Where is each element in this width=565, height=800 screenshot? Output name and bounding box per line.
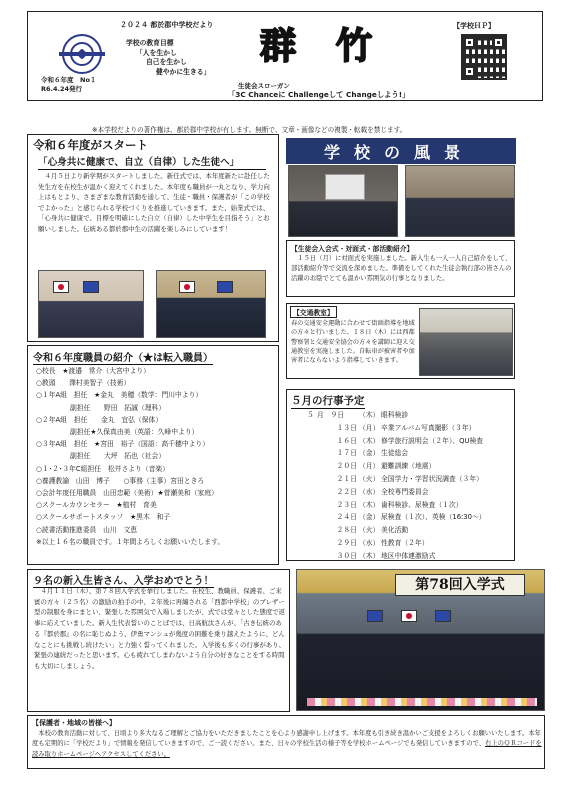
staff-list — [36, 365, 276, 548]
ceremony-banner: 第78回入学式 — [395, 574, 525, 596]
list-item: １６日 （木） 修学旅行説明会（２年）、QU検査 — [336, 436, 484, 445]
list-item: ○スクールサポートスタッフ ★黒木 和子 — [36, 513, 171, 522]
list-item: ２９日 （水） 性教育（２年） — [336, 538, 429, 547]
qr-code-icon[interactable] — [461, 34, 507, 80]
new-year-section — [27, 134, 279, 342]
school-scene-header — [286, 138, 516, 164]
schedule-list — [307, 409, 486, 563]
school-emblem-icon — [62, 34, 102, 74]
copyright-notice: ※本学校だよりの著作権は、都於郡中学校が有します。無断で、文章・画像などの複製・転載を禁じます。 — [92, 126, 407, 134]
section-heading: 【交通教室】 — [290, 306, 337, 318]
newsletter-title: 群竹 — [260, 25, 413, 67]
student-council-section — [286, 240, 515, 297]
notice-to-guardians — [27, 715, 545, 769]
list-item: ○会計年度任用職員 山田忠範（美術）★菅瀬美和（家庭） — [36, 489, 218, 498]
section-body: 本校の教育活動に対して、日頃より多大なるご理解とご協力をいただきましたことを心より感謝申し上げます。本年度も引き続き温かいご支援をよろしくお願いいたします。本年度も定期的に「学校だより」で情報を発信していきますので、ご一読ください。また、日々の学校生活の様子等を学校ホームページでも発信していきますので、右上のＱＲコードを読み取りホームページへアクセスしてください。 — [32, 730, 542, 758]
section-heading: ５月の行事予定 — [291, 395, 365, 407]
list-item: ○養護教諭 山田 博子 ○事務（主事）宮田ときろ — [36, 476, 205, 485]
list-item: 副担任 大坪 拓也（社会） — [36, 452, 166, 461]
list-item: １７日 （金） 生徒総会 — [336, 449, 409, 458]
section-heading: ９名の新入生皆さん、入学おめでとう！ — [33, 572, 214, 588]
section-heading: 令和６年度がスタート — [33, 138, 148, 152]
section-body: １５日（月）に対面式を実施しました。新入生も一人一人自己紹介をして、部活動紹介等で交流を深めました。準備をしてくれた生徒会執行部の皆さんの活躍のお陰でとても温かい雰囲気の行事となりました。 — [291, 255, 512, 282]
section-subheading: 「心身共に健康で、自立（自律）した生徒へ」 — [38, 154, 266, 170]
may-schedule-section — [286, 389, 515, 561]
list-item: ※以上１６名の職員です。１年間よろしくお願いいたします。 — [36, 537, 225, 546]
education-goal — [126, 39, 210, 77]
homepage-label: 【学校ＨＰ】 — [453, 22, 495, 30]
list-item: ○１･２･３年C組担任 松井さより（音楽） — [36, 464, 170, 473]
list-item: ○教頭 澤村美智子（技術） — [36, 379, 131, 388]
list-item: ○１年A組 担任 ★金丸 美穂（数学：門川中より） — [36, 391, 203, 400]
goal-line: 健やかに生きる」 — [156, 67, 211, 76]
homepage-link[interactable]: 右上のＱＲコードを読み取りホームページへアクセスしてください。 — [32, 740, 542, 758]
list-item: ２２日 （水） 全校専門委員会 — [336, 487, 429, 496]
ceremony-photo — [156, 270, 266, 338]
list-item: 副担任 野田 拓誠（理科） — [36, 403, 166, 412]
section-body: ４月１１日（木）、第７８回入学式を挙行しました。在校生、教職員、保護者、ご来賓の方々（２５名）の激励の拍手の中、２年後に再編される「西都中学校」のブレザー型の制服を身にまとい、緊張した雰囲気で入場しましたが、式では堂々とした態度で返事に応えていました。新入生代表誓いのことばでは、日高航汰さんが、「古き伝統のある『都於郡』の名に恥じぬよう、伊勇マンシュが幾度の困難を乗り越えたように、どんなことにも挑戦し続けたい」と力強く誓ってくれました。入学後も多くの行事があり、緊張の連続だったと思います。心も疲れてしまわないよう自分の好きなことをする時間も大切にしましょう。 — [34, 587, 286, 670]
ceremony-photo — [38, 270, 144, 338]
council-photo — [405, 165, 515, 237]
entrance-ceremony-section — [27, 569, 290, 712]
list-item: ５ 月 ９日 （木） 眼科検診 — [307, 411, 409, 419]
goal-label: 学校の教育目標 — [126, 39, 174, 47]
issue-date: R6.4.24発行 — [41, 85, 83, 93]
list-item: ○２年A組 担任 金丸 宜弘（保体） — [36, 415, 163, 424]
masthead — [27, 11, 543, 101]
list-item: ○校長 ★渡邉 常介（大宮中より） — [36, 367, 150, 375]
section-body: 春の交通安全運動に合わせて街頭指導を地域の方々と行いました。１８日（木）には西都警察署と交通安全協会の方々を講師に迎え交通教室を実施しました。自転車が被害者や加害者にならないよう指導していきます。 — [291, 320, 415, 365]
list-item: 副担任★久保真由美（英語：久峰中より） — [36, 428, 199, 437]
list-item: ２１日 （火） 全国学力・学習状況調査（３年） — [336, 474, 483, 483]
council-photo — [288, 165, 398, 237]
list-item: １３日 （月） 卒業アルバム写真撮影（３年） — [336, 423, 476, 432]
issue-info — [41, 76, 96, 94]
newsletter-name: ２０２４ 都於郡中学校だより — [120, 21, 214, 29]
staff-section — [27, 345, 279, 565]
traffic-safety-photo — [419, 308, 513, 376]
list-item: ２４日 （金） 尿検査（１次）、英検（16:30～） — [336, 513, 486, 522]
list-item: ○読書活動推進委員 山川 文恵 — [36, 525, 138, 534]
list-item: ２８日 （火） 美化活動 — [336, 526, 409, 535]
list-item: ○３年A組 担任 ★宮田 裕子（国語：高千穂中より） — [36, 440, 210, 449]
section-heading: 学校の風景 — [324, 143, 475, 162]
entrance-ceremony-photo — [296, 569, 545, 711]
goal-line: 「人を生かし — [136, 48, 177, 57]
section-heading: 令和６年度職員の紹介（★は転入職員） — [33, 349, 213, 365]
goal-line: 自己を生かし — [146, 58, 187, 66]
list-item: ○スクールカウンセラー ★植村 育美 — [36, 501, 157, 510]
issue-number: 令和６年度 No１ — [41, 76, 97, 84]
slogan-label: 生徒会スローガン — [238, 82, 290, 90]
list-item: ３０日 （木） 地区中体連激励式 — [336, 551, 436, 560]
list-item: ２３日 （木） 歯科検診、尿検査（１次） — [336, 500, 463, 509]
section-heading: 【生徒会入会式・対面式・部活動紹介】 — [291, 245, 414, 253]
section-heading: 【保護者・地域の皆様へ】 — [32, 719, 116, 727]
student-council-slogan: 「3C Chanceに Challengeして Changeしよう!」 — [228, 90, 410, 99]
list-item: ２０日 （月） 避難訓練（地震） — [336, 462, 436, 471]
traffic-safety-section — [286, 303, 515, 379]
section-body: ４月５日より新学期がスタートしました。新任式では、本年度新たに赴任した先生方を在校生が温かく迎えてくれました。本年度も職員が一丸となり、学力向上はもとより、さまざまな教育活動を通して、生徒・職員・保護者が「この学校でよかった」と感じられる学校づくりを推進していきます。また、始業式では、「心身共に健康で、目標を明確にした自立（自律）した中学生を目指そう」とお願いしました。伝統ある都於郡中生の活躍を楽しみにしています！ — [38, 172, 270, 233]
